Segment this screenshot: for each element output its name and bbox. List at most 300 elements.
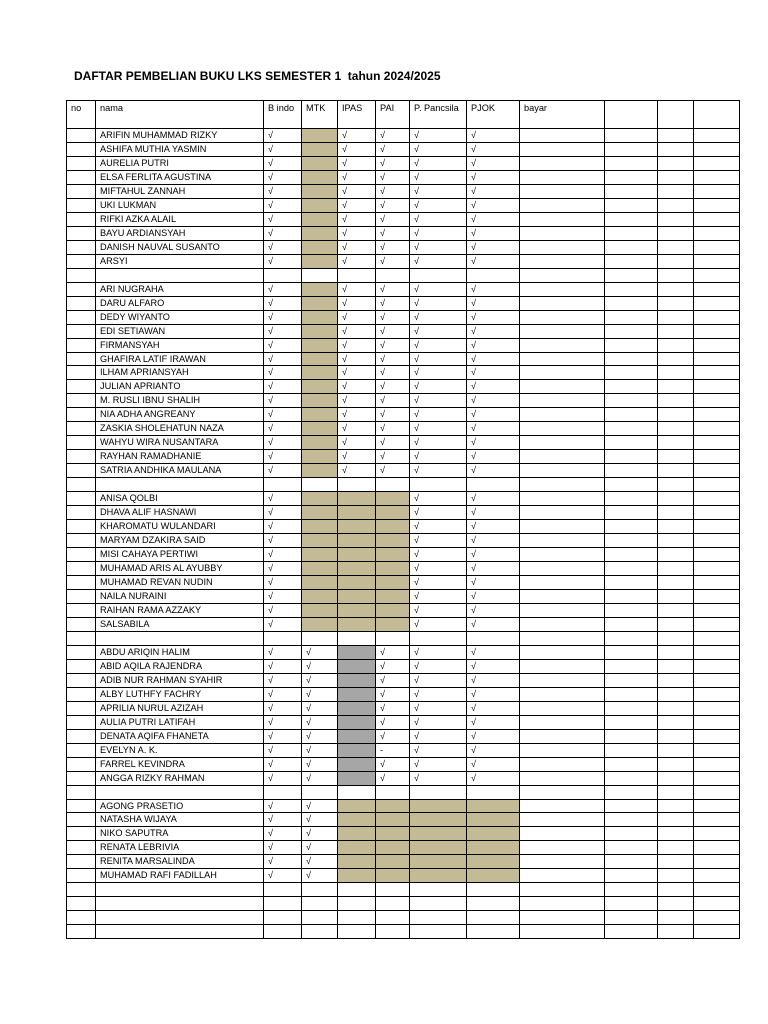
subject-check-cell <box>302 240 338 254</box>
subject-check-cell <box>338 743 376 757</box>
student-name-cell: WAHYU WIRA NUSANTARA <box>96 436 264 450</box>
row-number-cell <box>67 464 96 478</box>
empty-cell <box>605 226 658 240</box>
empty-cell <box>605 212 658 226</box>
row-number-cell <box>67 520 96 534</box>
subject-check-cell <box>302 422 338 436</box>
subject-check-cell: √ <box>410 422 467 436</box>
empty-cell <box>658 659 694 673</box>
table-row <box>67 869 740 883</box>
empty-cell <box>694 394 740 408</box>
student-name-cell <box>96 478 264 492</box>
subject-check-cell: √ <box>376 366 410 380</box>
bayar-cell <box>520 408 605 422</box>
subject-check-cell: √ <box>410 240 467 254</box>
subject-check-cell: √ <box>410 394 467 408</box>
table-row <box>67 534 740 548</box>
table-row <box>67 129 740 143</box>
empty-cell <box>658 520 694 534</box>
row-number-cell <box>67 506 96 520</box>
table-row <box>67 659 740 673</box>
empty-cell <box>658 170 694 184</box>
subject-check-cell: √ <box>410 562 467 576</box>
subject-check-cell: √ <box>264 408 302 422</box>
subject-check-cell <box>264 925 302 939</box>
subject-check-cell <box>410 268 467 282</box>
bayar-cell <box>520 282 605 296</box>
subject-check-cell <box>376 589 410 603</box>
subject-check-cell: √ <box>467 296 520 310</box>
subject-check-cell: √ <box>376 156 410 170</box>
subject-check-cell <box>302 589 338 603</box>
subject-check-cell: √ <box>376 380 410 394</box>
subject-check-cell: √ <box>467 142 520 156</box>
table-row <box>67 156 740 170</box>
table-row <box>67 184 740 198</box>
header-cell-pjok: PJOK <box>467 101 520 129</box>
subject-check-cell: √ <box>410 338 467 352</box>
subject-check-cell <box>338 715 376 729</box>
subject-check-cell: √ <box>264 464 302 478</box>
student-name-cell: DENATA AQIFA FHANETA <box>96 729 264 743</box>
bayar-cell <box>520 324 605 338</box>
subject-check-cell: √ <box>264 142 302 156</box>
subject-check-cell <box>338 799 376 813</box>
empty-cell <box>658 366 694 380</box>
row-number-cell <box>67 184 96 198</box>
subject-check-cell <box>264 911 302 925</box>
subject-check-cell: √ <box>376 436 410 450</box>
subject-check-cell: √ <box>264 310 302 324</box>
student-name-cell: M. RUSLI IBNU SHALIH <box>96 394 264 408</box>
subject-check-cell <box>302 142 338 156</box>
empty-cell <box>694 841 740 855</box>
bayar-cell <box>520 450 605 464</box>
subject-check-cell: √ <box>264 129 302 143</box>
subject-check-cell <box>376 813 410 827</box>
table-row <box>67 142 740 156</box>
table-row <box>67 911 740 925</box>
subject-check-cell: √ <box>338 254 376 268</box>
subject-check-cell: √ <box>376 450 410 464</box>
bayar-cell <box>520 911 605 925</box>
subject-check-cell: √ <box>264 855 302 869</box>
row-number-cell <box>67 883 96 897</box>
bayar-cell <box>520 296 605 310</box>
bayar-cell <box>520 562 605 576</box>
empty-cell <box>658 394 694 408</box>
empty-cell <box>694 324 740 338</box>
empty-cell <box>694 184 740 198</box>
empty-cell <box>694 156 740 170</box>
subject-check-cell: √ <box>302 687 338 701</box>
header-cell-nama: nama <box>96 101 264 129</box>
bayar-cell <box>520 729 605 743</box>
bayar-cell <box>520 743 605 757</box>
empty-cell <box>694 701 740 715</box>
row-number-cell <box>67 673 96 687</box>
table-row <box>67 771 740 785</box>
row-number-cell <box>67 897 96 911</box>
subject-check-cell: √ <box>410 212 467 226</box>
empty-cell <box>694 869 740 883</box>
row-number-cell <box>67 911 96 925</box>
student-name-cell: NATASHA WIJAYA <box>96 813 264 827</box>
empty-cell <box>694 911 740 925</box>
subject-check-cell <box>302 296 338 310</box>
student-name-cell: ARIFIN MUHAMMAD RIZKY <box>96 129 264 143</box>
subject-check-cell: √ <box>410 324 467 338</box>
table-row <box>67 897 740 911</box>
bayar-cell <box>520 631 605 645</box>
empty-cell <box>605 198 658 212</box>
subject-check-cell: √ <box>302 701 338 715</box>
bayar-cell <box>520 687 605 701</box>
subject-check-cell: √ <box>338 296 376 310</box>
subject-check-cell: √ <box>410 492 467 506</box>
empty-cell <box>694 129 740 143</box>
subject-check-cell: √ <box>264 659 302 673</box>
subject-check-cell <box>338 827 376 841</box>
subject-check-cell: √ <box>264 576 302 590</box>
subject-check-cell <box>376 268 410 282</box>
subject-check-cell: √ <box>302 799 338 813</box>
row-number-cell <box>67 338 96 352</box>
empty-cell <box>694 310 740 324</box>
empty-cell <box>694 771 740 785</box>
row-number-cell <box>67 548 96 562</box>
table-row <box>67 645 740 659</box>
subject-check-cell: √ <box>264 771 302 785</box>
subject-check-cell: √ <box>410 576 467 590</box>
subject-check-cell: √ <box>410 534 467 548</box>
empty-cell <box>658 478 694 492</box>
bayar-cell <box>520 380 605 394</box>
student-name-cell: NIA ADHA ANGREANY <box>96 408 264 422</box>
subject-check-cell <box>338 534 376 548</box>
empty-cell <box>694 562 740 576</box>
subject-check-cell <box>338 757 376 771</box>
empty-cell <box>605 743 658 757</box>
row-number-cell <box>67 366 96 380</box>
row-number-cell <box>67 589 96 603</box>
student-name-cell: DARU ALFARO <box>96 296 264 310</box>
subject-check-cell: √ <box>467 757 520 771</box>
subject-check-cell <box>302 617 338 631</box>
table-row <box>67 813 740 827</box>
subject-check-cell: √ <box>467 338 520 352</box>
empty-cell <box>658 436 694 450</box>
empty-cell <box>694 576 740 590</box>
student-name-cell: ARI NUGRAHA <box>96 282 264 296</box>
subject-check-cell <box>410 785 467 799</box>
bayar-cell <box>520 701 605 715</box>
subject-check-cell: √ <box>410 366 467 380</box>
empty-cell <box>605 170 658 184</box>
row-number-cell <box>67 142 96 156</box>
row-number-cell <box>67 855 96 869</box>
subject-check-cell: √ <box>467 464 520 478</box>
empty-cell <box>605 548 658 562</box>
subject-check-cell: √ <box>376 129 410 143</box>
subject-check-cell: √ <box>467 422 520 436</box>
subject-check-cell: √ <box>467 226 520 240</box>
table-row <box>67 589 740 603</box>
subject-check-cell: √ <box>264 869 302 883</box>
subject-check-cell: √ <box>264 673 302 687</box>
row-number-cell <box>67 129 96 143</box>
row-number-cell <box>67 268 96 282</box>
bayar-cell <box>520 715 605 729</box>
row-number-cell <box>67 254 96 268</box>
bayar-cell <box>520 589 605 603</box>
table-row <box>67 366 740 380</box>
subject-check-cell: √ <box>376 184 410 198</box>
subject-check-cell: √ <box>338 129 376 143</box>
row-number-cell <box>67 240 96 254</box>
student-name-cell: ANGGA RIZKY RAHMAN <box>96 771 264 785</box>
subject-check-cell: √ <box>410 450 467 464</box>
empty-cell <box>694 296 740 310</box>
subject-check-cell <box>467 785 520 799</box>
subject-check-cell <box>376 548 410 562</box>
empty-cell <box>658 129 694 143</box>
subject-check-cell <box>376 883 410 897</box>
subject-check-cell <box>302 883 338 897</box>
subject-check-cell <box>376 506 410 520</box>
bayar-cell <box>520 883 605 897</box>
subject-check-cell: √ <box>376 254 410 268</box>
row-number-cell <box>67 226 96 240</box>
subject-check-cell: √ <box>467 673 520 687</box>
bayar-cell <box>520 184 605 198</box>
empty-cell <box>658 673 694 687</box>
student-name-cell: AGONG PRASETIO <box>96 799 264 813</box>
subject-check-cell: - <box>376 743 410 757</box>
bayar-cell <box>520 254 605 268</box>
empty-cell <box>658 408 694 422</box>
student-name-cell <box>96 897 264 911</box>
row-number-cell <box>67 771 96 785</box>
table-row <box>67 701 740 715</box>
subject-check-cell: √ <box>410 701 467 715</box>
student-name-cell: MIFTAHUL ZANNAH <box>96 184 264 198</box>
empty-cell <box>658 827 694 841</box>
empty-cell <box>658 617 694 631</box>
empty-cell <box>658 226 694 240</box>
student-name-cell: GHAFIRA LATIF IRAWAN <box>96 352 264 366</box>
empty-cell <box>694 408 740 422</box>
subject-check-cell: √ <box>467 156 520 170</box>
empty-cell <box>658 603 694 617</box>
table-row <box>67 841 740 855</box>
table-row <box>67 855 740 869</box>
subject-check-cell: √ <box>410 282 467 296</box>
empty-cell <box>658 464 694 478</box>
subject-check-cell <box>467 478 520 492</box>
table-row <box>67 520 740 534</box>
row-number-cell <box>67 576 96 590</box>
row-number-cell <box>67 282 96 296</box>
subject-check-cell <box>376 855 410 869</box>
empty-cell <box>605 282 658 296</box>
subject-check-cell: √ <box>467 492 520 506</box>
table-row <box>67 268 740 282</box>
bayar-cell <box>520 855 605 869</box>
bayar-cell <box>520 170 605 184</box>
empty-cell <box>694 631 740 645</box>
subject-check-cell: √ <box>376 226 410 240</box>
student-name-cell: ABDU ARIQIN HALIM <box>96 645 264 659</box>
empty-cell <box>658 883 694 897</box>
subject-check-cell <box>376 869 410 883</box>
table-row <box>67 254 740 268</box>
empty-cell <box>694 226 740 240</box>
row-number-cell <box>67 869 96 883</box>
subject-check-cell: √ <box>376 729 410 743</box>
subject-check-cell: √ <box>467 659 520 673</box>
subject-check-cell: √ <box>264 617 302 631</box>
subject-check-cell <box>302 576 338 590</box>
student-name-cell: RAIHAN RAMA AZZAKY <box>96 603 264 617</box>
subject-check-cell <box>338 869 376 883</box>
row-number-cell <box>67 478 96 492</box>
subject-check-cell: √ <box>467 743 520 757</box>
empty-cell <box>605 785 658 799</box>
bayar-cell <box>520 645 605 659</box>
subject-check-cell <box>467 631 520 645</box>
row-number-cell <box>67 631 96 645</box>
subject-check-cell: √ <box>410 617 467 631</box>
header-cell-bayar: bayar <box>520 101 605 129</box>
student-name-cell: ANISA QOLBI <box>96 492 264 506</box>
subject-check-cell: √ <box>264 450 302 464</box>
subject-check-cell: √ <box>376 212 410 226</box>
subject-check-cell: √ <box>338 450 376 464</box>
subject-check-cell <box>467 827 520 841</box>
empty-cell <box>605 715 658 729</box>
subject-check-cell <box>264 883 302 897</box>
empty-cell <box>605 478 658 492</box>
row-number-cell <box>67 422 96 436</box>
empty-cell <box>605 520 658 534</box>
subject-check-cell: √ <box>410 436 467 450</box>
subject-check-cell <box>338 576 376 590</box>
subject-check-cell <box>376 911 410 925</box>
row-number-cell <box>67 799 96 813</box>
subject-check-cell: √ <box>338 380 376 394</box>
header-cell-pai: PAI <box>376 101 410 129</box>
subject-check-cell: √ <box>338 338 376 352</box>
subject-check-cell <box>338 771 376 785</box>
subject-check-cell <box>302 352 338 366</box>
empty-cell <box>694 897 740 911</box>
empty-cell <box>694 506 740 520</box>
empty-cell <box>658 562 694 576</box>
subject-check-cell: √ <box>410 673 467 687</box>
subject-check-cell: √ <box>410 296 467 310</box>
empty-cell <box>658 589 694 603</box>
empty-cell <box>605 492 658 506</box>
subject-check-cell: √ <box>264 813 302 827</box>
subject-check-cell: √ <box>338 142 376 156</box>
table-row <box>67 785 740 799</box>
empty-cell <box>694 436 740 450</box>
subject-check-cell: √ <box>338 212 376 226</box>
empty-cell <box>605 142 658 156</box>
header-cell-b-indo: B indo <box>264 101 302 129</box>
subject-check-cell: √ <box>376 170 410 184</box>
subject-check-cell: √ <box>467 408 520 422</box>
table-row <box>67 715 740 729</box>
student-name-cell <box>96 883 264 897</box>
row-number-cell <box>67 394 96 408</box>
empty-cell <box>658 184 694 198</box>
purchase-table <box>66 100 740 939</box>
subject-check-cell: √ <box>264 324 302 338</box>
subject-check-cell: √ <box>376 198 410 212</box>
empty-cell <box>658 352 694 366</box>
bayar-cell <box>520 548 605 562</box>
table-row <box>67 198 740 212</box>
empty-cell <box>694 757 740 771</box>
empty-cell <box>694 729 740 743</box>
student-name-cell: MUHAMAD RAFI FADILLAH <box>96 869 264 883</box>
bayar-cell <box>520 869 605 883</box>
student-name-cell: RIFKI AZKA ALAIL <box>96 212 264 226</box>
subject-check-cell <box>302 310 338 324</box>
bayar-cell <box>520 352 605 366</box>
empty-cell <box>694 785 740 799</box>
row-number-cell <box>67 827 96 841</box>
subject-check-cell: √ <box>410 520 467 534</box>
subject-check-cell: √ <box>467 282 520 296</box>
subject-check-cell: √ <box>410 771 467 785</box>
empty-cell <box>658 799 694 813</box>
subject-check-cell <box>302 366 338 380</box>
empty-cell <box>605 394 658 408</box>
subject-check-cell: √ <box>264 645 302 659</box>
subject-check-cell <box>302 603 338 617</box>
subject-check-cell: √ <box>467 548 520 562</box>
subject-check-cell: √ <box>264 352 302 366</box>
subject-check-cell <box>338 813 376 827</box>
subject-check-cell <box>376 897 410 911</box>
subject-check-cell: √ <box>302 827 338 841</box>
subject-check-cell <box>467 268 520 282</box>
empty-cell <box>694 520 740 534</box>
subject-check-cell: √ <box>376 422 410 436</box>
subject-check-cell: √ <box>376 771 410 785</box>
subject-check-cell: √ <box>410 310 467 324</box>
empty-cell <box>658 785 694 799</box>
student-name-cell: MUHAMAD ARIS AL AYUBBY <box>96 562 264 576</box>
row-number-cell <box>67 701 96 715</box>
subject-check-cell: √ <box>264 534 302 548</box>
subject-check-cell: √ <box>302 673 338 687</box>
empty-cell <box>605 603 658 617</box>
subject-check-cell: √ <box>467 310 520 324</box>
subject-check-cell: √ <box>410 380 467 394</box>
subject-check-cell <box>338 492 376 506</box>
subject-check-cell: √ <box>376 701 410 715</box>
empty-cell <box>605 687 658 701</box>
subject-check-cell: √ <box>467 436 520 450</box>
subject-check-cell: √ <box>467 617 520 631</box>
subject-check-cell <box>302 282 338 296</box>
table-row <box>67 170 740 184</box>
empty-cell <box>694 855 740 869</box>
